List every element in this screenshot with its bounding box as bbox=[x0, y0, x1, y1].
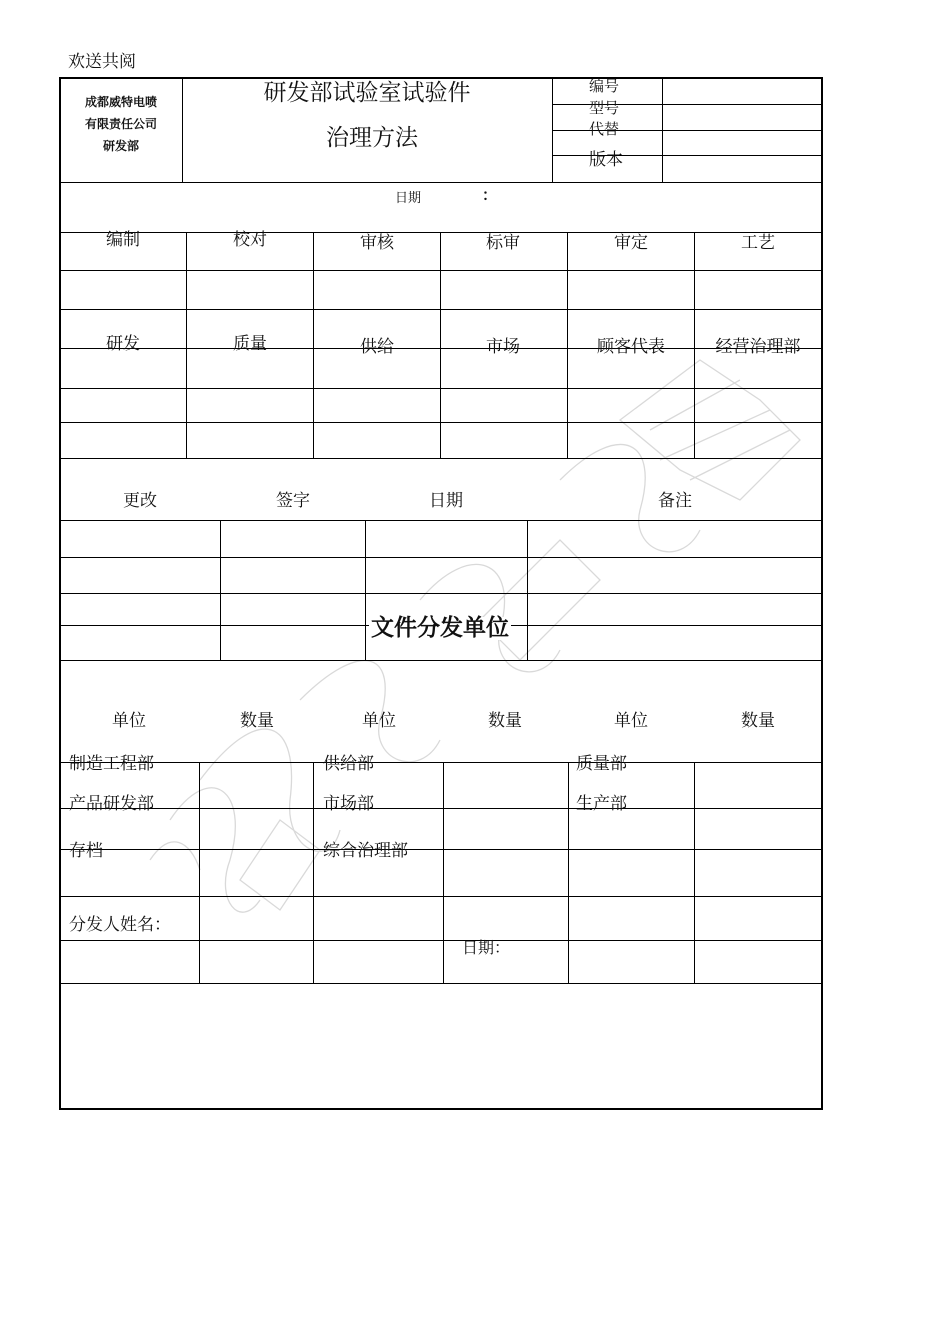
approval-finalize: 审定 bbox=[614, 233, 648, 253]
divider bbox=[60, 762, 822, 763]
unit-archive: 存档 bbox=[69, 841, 103, 861]
unit-market: 市场部 bbox=[323, 794, 374, 814]
approval-proofread: 校对 bbox=[233, 230, 267, 250]
signature-header: 签字 bbox=[276, 491, 310, 511]
date-colon: ： bbox=[482, 186, 498, 204]
divider bbox=[60, 940, 822, 941]
unit-manufacturing: 制造工程部 bbox=[69, 754, 154, 774]
divider bbox=[60, 309, 822, 310]
divider bbox=[60, 896, 822, 897]
distribution-date-label: 日期： bbox=[462, 938, 511, 957]
divider bbox=[186, 232, 187, 459]
divider bbox=[60, 388, 822, 389]
divider bbox=[60, 232, 822, 233]
divider bbox=[60, 348, 822, 349]
company-name-line1: 成都威特电喷 bbox=[84, 95, 158, 109]
document-subtitle: 治理方法 bbox=[326, 125, 418, 151]
distributor-name-label: 分发人姓名： bbox=[69, 915, 171, 935]
divider bbox=[60, 660, 822, 661]
dist-unit-header-2: 单位 bbox=[362, 711, 396, 731]
divider bbox=[60, 808, 822, 809]
dist-unit-header-1: 单位 bbox=[112, 711, 146, 731]
divider bbox=[443, 762, 444, 983]
dist-qty-header-3: 数量 bbox=[741, 711, 775, 731]
divider bbox=[182, 78, 183, 182]
divider bbox=[60, 520, 822, 521]
divider bbox=[527, 520, 528, 660]
divider bbox=[60, 182, 822, 183]
divider bbox=[199, 762, 200, 983]
divider bbox=[567, 232, 568, 459]
document-title: 研发部试验室试验件 bbox=[263, 80, 471, 106]
approval-standard: 标审 bbox=[486, 233, 520, 253]
divider bbox=[60, 270, 822, 271]
model-label: 型号 bbox=[589, 99, 620, 117]
divider bbox=[694, 232, 695, 459]
company-name-line2: 有限责任公司 bbox=[84, 117, 158, 131]
signoff-management: 经营治理部 bbox=[715, 337, 801, 357]
company-dept: 研发部 bbox=[102, 139, 140, 153]
divider bbox=[313, 232, 314, 459]
distribution-title: 文件分发单位 bbox=[371, 615, 509, 641]
version-label: 版本 bbox=[589, 150, 623, 170]
change-date-header: 日期 bbox=[429, 491, 463, 511]
replace-label: 代替 bbox=[589, 120, 620, 138]
divider bbox=[440, 232, 441, 459]
unit-quality: 质量部 bbox=[576, 754, 627, 774]
divider bbox=[60, 458, 822, 459]
divider bbox=[60, 557, 822, 558]
unit-production: 生产部 bbox=[576, 794, 627, 814]
signoff-quality: 质量 bbox=[233, 334, 267, 354]
divider bbox=[60, 983, 822, 984]
change-header: 更改 bbox=[123, 491, 157, 511]
unit-supply: 供给部 bbox=[323, 754, 374, 774]
header-note: 欢送共阅 bbox=[68, 52, 136, 72]
approval-compile: 编制 bbox=[106, 230, 140, 250]
signoff-supply: 供给 bbox=[360, 337, 394, 357]
approval-process: 工艺 bbox=[741, 233, 775, 253]
remark-header: 备注 bbox=[658, 491, 692, 511]
divider bbox=[694, 762, 695, 983]
unit-product-rnd: 产品研发部 bbox=[69, 794, 154, 814]
signoff-customer-rep: 顾客代表 bbox=[597, 337, 665, 357]
divider bbox=[313, 762, 314, 983]
divider bbox=[60, 422, 822, 423]
unit-general-admin: 综合治理部 bbox=[323, 841, 408, 861]
number-label: 编号 bbox=[589, 77, 620, 95]
divider bbox=[568, 762, 569, 983]
signoff-market: 市场 bbox=[486, 337, 520, 357]
divider bbox=[220, 520, 221, 660]
date-label: 日期 bbox=[395, 191, 422, 206]
signoff-rnd: 研发 bbox=[106, 334, 140, 354]
approval-review: 审核 bbox=[360, 233, 394, 253]
divider bbox=[365, 520, 366, 660]
divider bbox=[60, 593, 822, 594]
dist-qty-header-2: 数量 bbox=[488, 711, 522, 731]
divider bbox=[60, 849, 822, 850]
dist-unit-header-3: 单位 bbox=[614, 711, 648, 731]
dist-qty-header-1: 数量 bbox=[240, 711, 274, 731]
